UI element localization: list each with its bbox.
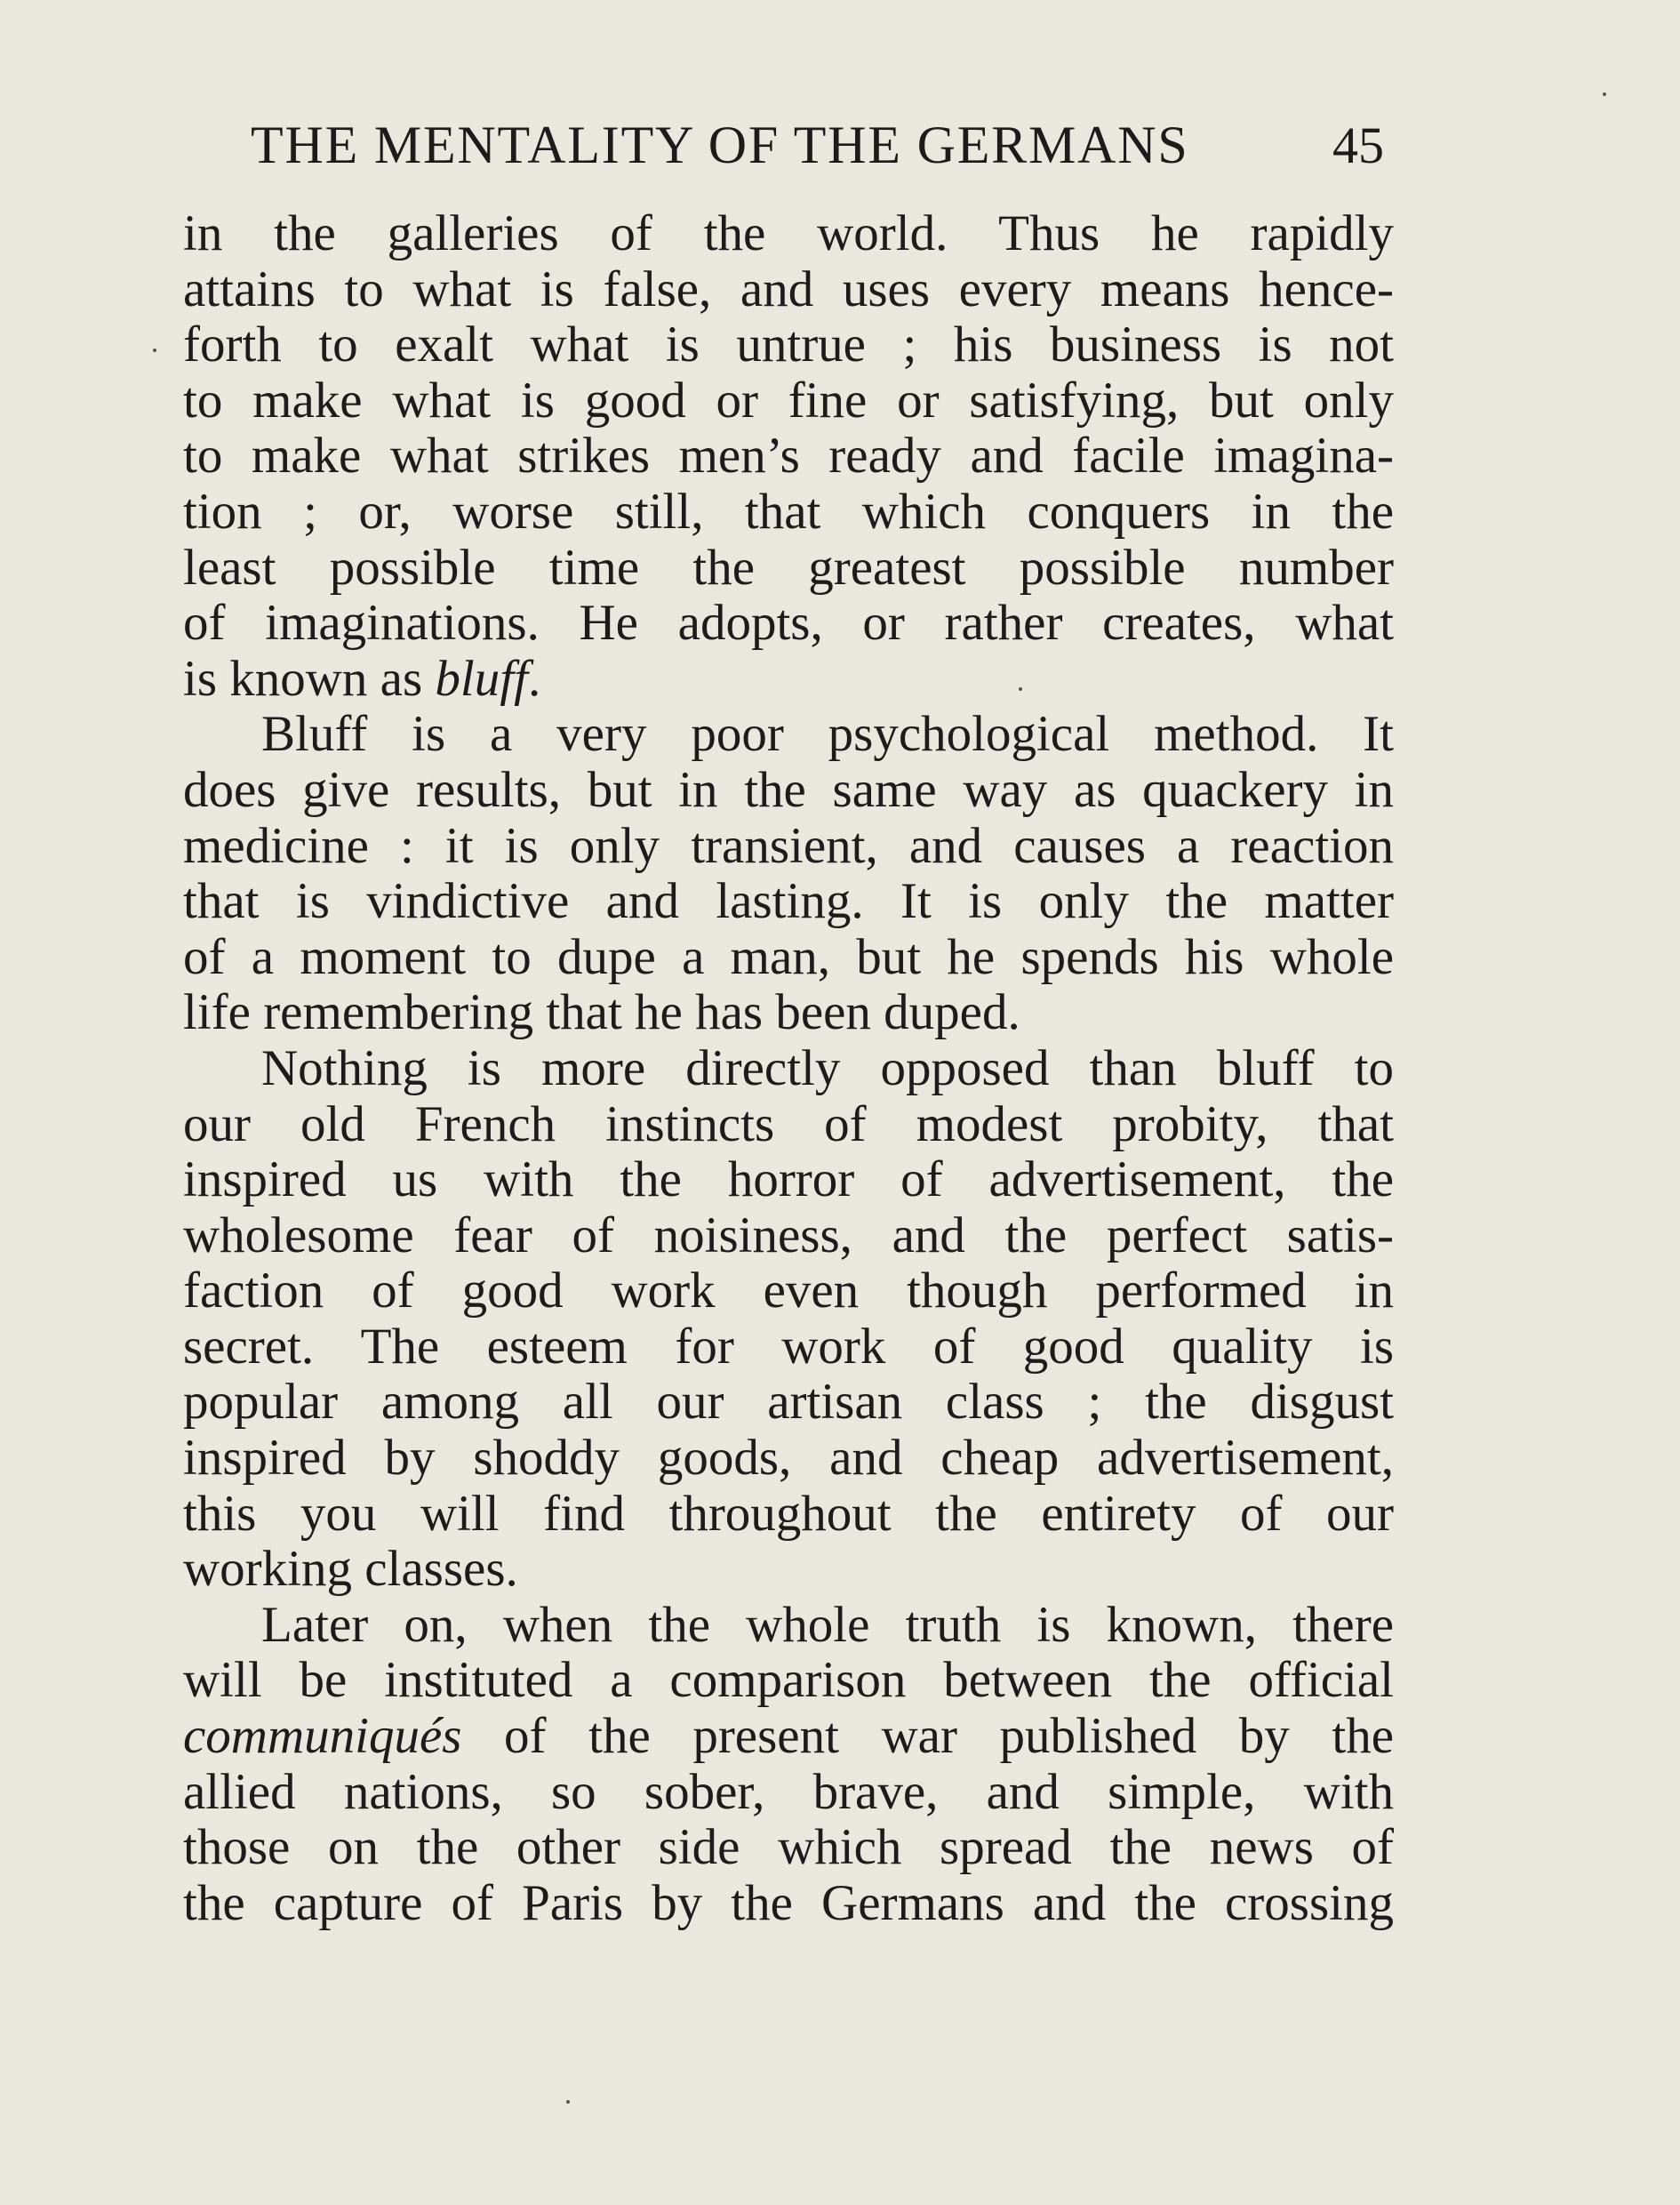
- text-line: does give results, but in the same way as quackery in: [183, 762, 1394, 818]
- text-line: forth to exalt what is untrue ; his business is not: [183, 317, 1394, 373]
- text-run: .: [527, 651, 541, 707]
- text-line: secret. The esteem for work of good quality is: [183, 1319, 1394, 1375]
- text-run: of the present war published by the: [461, 1709, 1394, 1765]
- text-line: tion ; or, worse still, that which conquers in the: [183, 484, 1394, 540]
- text-line: those on the other side which spread the news of: [183, 1820, 1394, 1876]
- italic-term: communiqués: [183, 1709, 462, 1765]
- text-line: faction of good work even though performed in: [183, 1263, 1394, 1319]
- page-number: 45: [1332, 116, 1384, 174]
- text-line: Bluff is a very poor psychological method. It: [261, 707, 1394, 763]
- text-line: our old French instincts of modest probity, that: [183, 1096, 1394, 1152]
- text-line: wholesome fear of noisiness, and the perfect satis-: [183, 1207, 1394, 1263]
- text-line: working classes.: [183, 1542, 518, 1598]
- text-line: to make what strikes men’s ready and facile imagina-: [183, 429, 1394, 485]
- text-line: in the galleries of the world. Thus he rapidly: [183, 206, 1394, 261]
- text-line: allied nations, so sober, brave, and simple, with: [183, 1764, 1394, 1820]
- text-line: that is vindictive and lasting. It is only the matter: [183, 874, 1394, 930]
- text-line: [183, 652, 1394, 708]
- text-line: popular among all our artisan class ; the disgust: [183, 1375, 1394, 1431]
- body-text: [183, 206, 1394, 1931]
- text-line: to make what is good or fine or satisfying, but only: [183, 373, 1394, 429]
- text-line: the capture of Paris by the Germans and the crossing: [183, 1875, 1394, 1931]
- paragraph-2: [183, 707, 1394, 1041]
- text-line: inspired us with the horror of advertisement, the: [183, 1152, 1394, 1208]
- text-line: of a moment to dupe a man, but he spends his whole: [183, 929, 1394, 985]
- text-line: this you will find throughout the entirety of our: [183, 1486, 1394, 1542]
- print-speck: [566, 2100, 570, 2104]
- running-head-title: THE MENTALITY OF THE GERMANS: [251, 116, 1189, 174]
- text-line: [183, 1709, 1394, 1765]
- text-line: of imaginations. He adopts, or rather creates, what: [183, 596, 1394, 652]
- text-line: medicine : it is only transient, and causes a reaction: [183, 818, 1394, 874]
- text-line: least possible time the greatest possible number: [183, 540, 1394, 596]
- print-speck: [153, 349, 156, 352]
- running-header: [251, 105, 1384, 185]
- text-line: Nothing is more directly opposed than bluff to: [261, 1040, 1394, 1096]
- text-line: attains to what is false, and uses every means hence-: [183, 261, 1394, 317]
- text-run: is known as: [183, 651, 436, 707]
- text-line: Later on, when the whole truth is known, there: [261, 1597, 1394, 1653]
- text-line: inspired by shoddy goods, and cheap advertisement,: [183, 1431, 1394, 1487]
- paragraph-3: [183, 1041, 1394, 1598]
- italic-term: bluff: [435, 651, 528, 707]
- paragraph-4: [183, 1598, 1394, 1932]
- text-line: life remembering that he has been duped.: [183, 985, 1020, 1041]
- print-speck: [1603, 92, 1606, 96]
- paragraph-1: [183, 206, 1394, 707]
- text-line: will be instituted a comparison between the official: [183, 1653, 1394, 1709]
- print-speck: [1019, 687, 1022, 691]
